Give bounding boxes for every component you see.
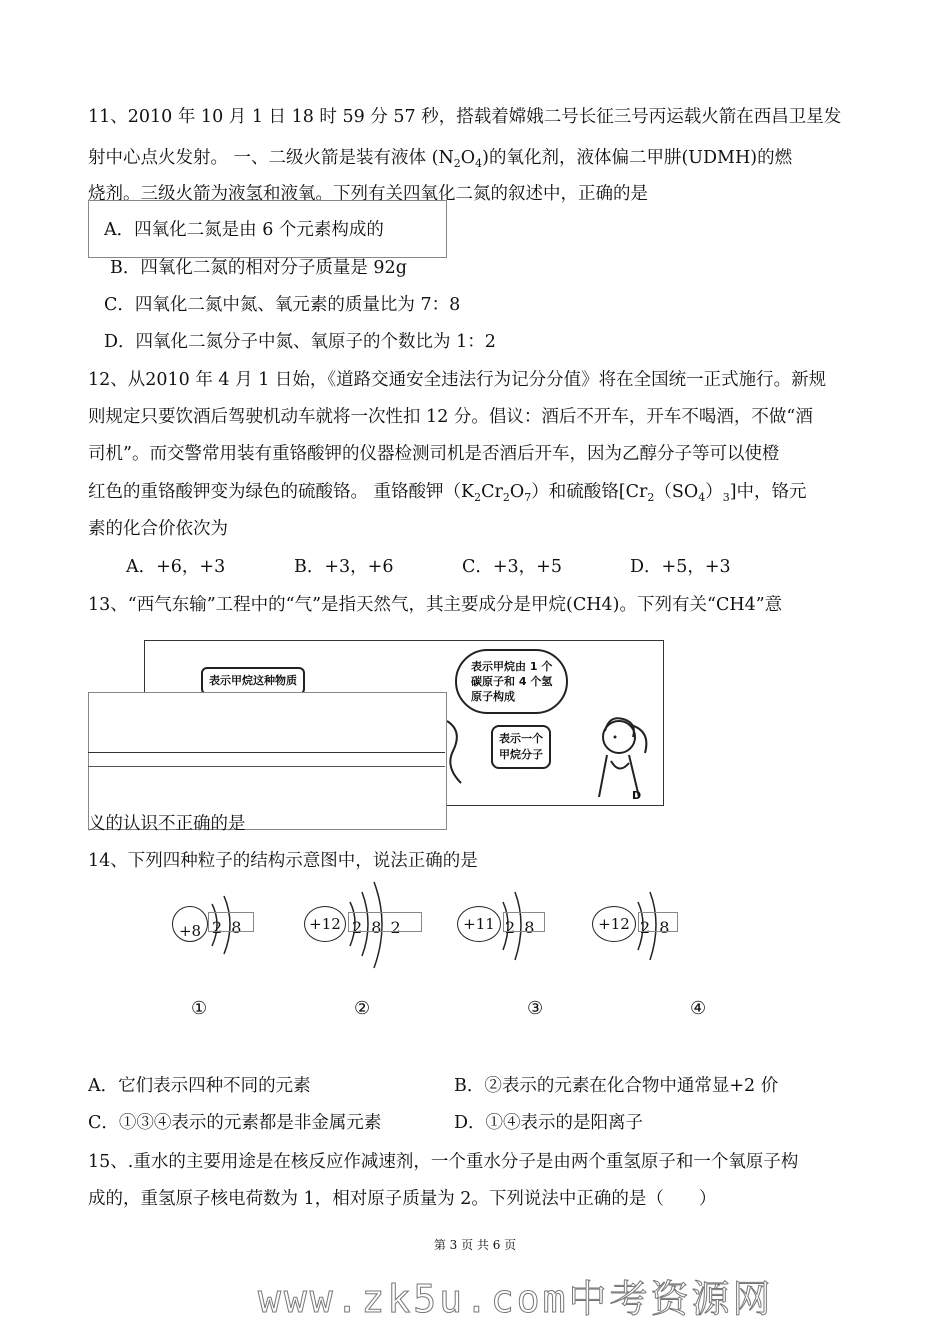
diagram-label-2: ② (354, 998, 371, 1019)
q11-option-c: C．四氧化二氮中氮、氧元素的质量比为 7：8 (104, 295, 461, 315)
q14-option-a: A．它们表示四种不同的元素 (88, 1076, 311, 1096)
q11-option-d: D．四氧化二氮分子中氮、氧原子的个数比为 1：2 (104, 332, 496, 352)
q12-option-b: B．+3，+6 (294, 557, 394, 577)
q13-line-2: 义的认识不正确的是 (88, 814, 246, 834)
nucleus-2: +12 (304, 906, 346, 942)
q12-line-3: 司机”。而交警常用装有重铬酸钾的仪器检测司机是否酒后开车，因为乙醇分子等可以使橙 (88, 444, 780, 464)
q14-option-d: D．①④表示的是阳离子 (454, 1113, 644, 1133)
answer-box-4 (638, 912, 678, 932)
page-footer: 第 3 页 共 6 页 (433, 1238, 517, 1252)
diagram-label-3: ③ (527, 998, 544, 1019)
atom-diagram-4 (590, 884, 790, 974)
nucleus-4: +12 (592, 906, 636, 942)
diagram-label-1: ① (191, 998, 208, 1019)
q11-line-1: 11、2010 年 10 月 1 日 18 时 59 分 57 秒，搭载着嫦娥二号长征三号丙运载火箭在西昌卫星发 (88, 107, 842, 127)
q11-option-b: B．四氧化二氮的相对分子质量是 92g (110, 258, 407, 278)
divider-line-2 (88, 766, 445, 767)
q12-option-d: D．+5，+3 (630, 557, 731, 577)
q14-option-c: C．①③④表示的元素都是非金属元素 (88, 1113, 382, 1133)
answer-box-2 (348, 912, 422, 932)
shell-numbers-1: 2 8 (212, 918, 244, 937)
q13-line-1: 13、“西气东输”工程中的“气”是指天然气，其主要成分是甲烷(CH4)。下列有关“CH4”意 (88, 595, 783, 615)
shell-numbers-3: 2 8 (505, 918, 537, 937)
blank-overlay-box (88, 692, 447, 830)
divider-line (88, 752, 445, 753)
girl-figure-icon (589, 701, 663, 801)
diagram-label-4: ④ (690, 998, 707, 1019)
answer-box-3 (503, 912, 545, 932)
site-watermark: www.zk5u.com中考资源网 (258, 1277, 774, 1321)
q15-line-2: 成的，重氢原子核电荷数为 1，相对原子质量为 2。下列说法中正确的是（ ） (88, 1189, 717, 1209)
q11-line-3: 烧剂。三级火箭为液氢和液氧。下列有关四氧化二氮的叙述中，正确的是 (88, 184, 648, 204)
speech-bubble-molecule: 表示一个 甲烷分子 (491, 725, 551, 769)
shell-numbers-4: 2 8 (640, 918, 672, 937)
q12-line-1: 12、从2010 年 4 月 1 日始，《道路交通安全违法行为记分分值》将在全国统一正式施行。新规 (88, 370, 827, 390)
q11-line-2: 射中心点火发射。 一、二级火箭是装有液体 $(N_2O_4)$的氧化剂，液体偏二甲肼(UDMH)的燃 (88, 148, 793, 170)
q11-option-a: A．四氧化二氮是由 6 个元素构成的 (104, 220, 384, 240)
q14-option-b: B．②表示的元素在化合物中通常显+2 价 (454, 1076, 779, 1096)
nucleus-3: +11 (457, 906, 501, 942)
q15-line-1: 15、.重水的主要用途是在核反应作减速剂，一个重水分子是由两个重氢原子和一个氧原子构 (88, 1152, 799, 1172)
option-d-label: D (632, 789, 642, 802)
q12-line-2: 则规定只要饮酒后驾驶机动车就将一次性扣 12 分。倡议：酒后不开车，开车不喝酒，不做“酒 (88, 407, 813, 427)
speech-bubble-substance: 表示甲烷这种物质 (201, 667, 305, 695)
q12-line-4: 红色的重铬酸钾变为绿色的硫酸铬。 重铬酸钾$(K_2Cr_2O_7)$和硫酸铬$[Cr_2(SO_4)_3]$中，铬元 (88, 482, 807, 504)
q14-line-1: 14、下列四种粒子的结构示意图中，说法正确的是 (88, 851, 478, 871)
answer-box-1 (208, 912, 254, 932)
shell-numbers-2: 2 8 2 (352, 918, 403, 937)
q12-option-c: C．+3，+5 (462, 557, 562, 577)
q12-option-a: A．+6，+3 (126, 557, 226, 577)
q12-line-5: 素的化合价依次为 (88, 519, 228, 539)
thought-bubble-composition: 表示甲烷由 1 个 碳原子和 4 个氢 原子构成 (455, 649, 568, 714)
nucleus-1: +8 (172, 906, 208, 942)
